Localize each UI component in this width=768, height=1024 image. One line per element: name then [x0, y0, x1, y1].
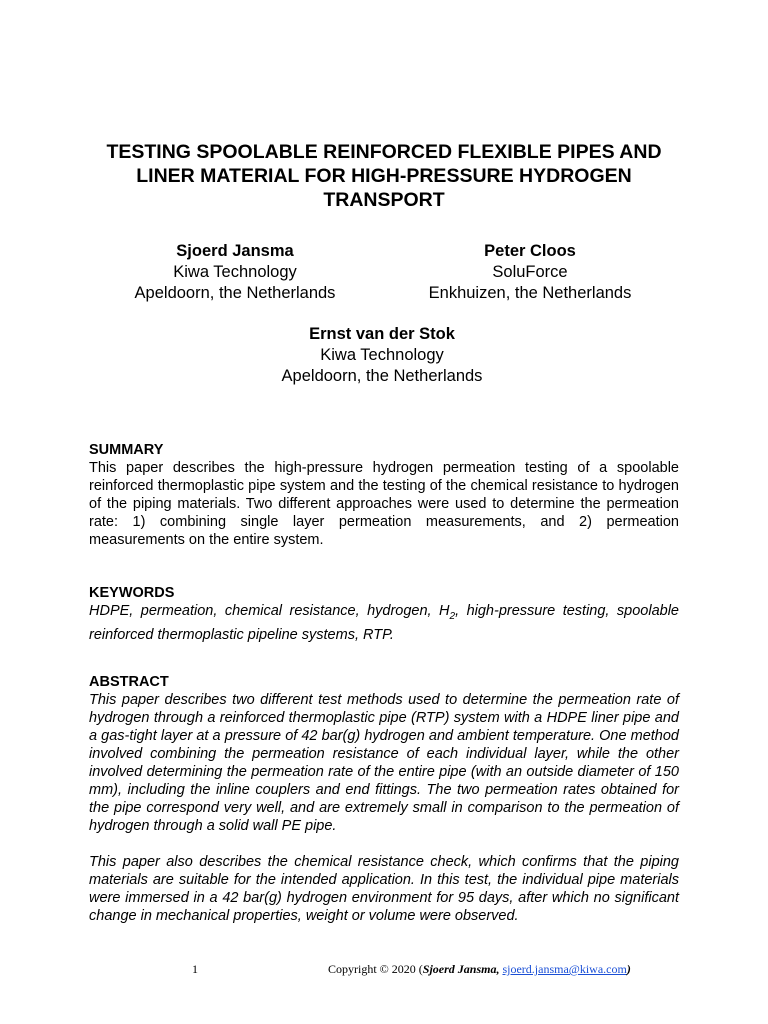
author-location: Apeldoorn, the Netherlands: [134, 284, 336, 302]
author-affiliation: Kiwa Technology: [173, 263, 297, 281]
summary-section: [89, 441, 679, 549]
title-line: TESTING SPOOLABLE REINFORCED FLEXIBLE PIPES AND: [106, 141, 662, 163]
keywords-text: [89, 602, 679, 644]
summary-heading: SUMMARY: [89, 442, 164, 458]
author-location: Enkhuizen, the Netherlands: [428, 284, 632, 302]
author-block: [115, 241, 355, 304]
keywords-subscript: 2: [449, 610, 456, 622]
author-email-link[interactable]: sjoerd.jansma@kiwa.com: [502, 962, 627, 976]
abstract-section: [89, 673, 679, 925]
author-name: Sjoerd Jansma: [176, 242, 294, 260]
copyright-author: Sjoerd Jansma,: [422, 962, 500, 976]
author-name: Ernst van der Stok: [309, 325, 455, 343]
page-number: 1: [192, 962, 198, 976]
paper-title: [60, 140, 708, 212]
author-block: [410, 241, 650, 304]
summary-text: This paper describes the high-pressure hydrogen permeation testing of a spoolable reinforced thermoplastic pipe system and the testing of the chemical resistance to hydrogen of the piping materials. Two different approaches were used to determine the permeation rate: 1) combining single layer permeation measurements, and 2) permeation measurements on the entire system.: [89, 460, 679, 548]
copyright-notice: [328, 962, 631, 977]
keywords-text-end: , high-pressure testing, spoolable reinforced thermoplastic pipeline systems, RTP.: [89, 603, 679, 643]
author-affiliation: Kiwa Technology: [320, 346, 444, 364]
keywords-text-start: HDPE, permeation, chemical resistance, hydrogen, H: [89, 603, 450, 619]
author-name: Peter Cloos: [484, 242, 576, 260]
copyright-suffix: ): [626, 962, 631, 976]
keywords-heading: KEYWORDS: [89, 585, 175, 601]
author-block: [232, 324, 532, 387]
title-line: TRANSPORT: [323, 189, 445, 211]
title-line: LINER MATERIAL FOR HIGH-PRESSURE HYDROGEN: [136, 165, 632, 187]
abstract-paragraph: This paper describes two different test methods used to determine the permeation rate of hydrogen through a reinforced thermoplastic pipe (RTP) system with a HDPE liner pipe and a gas-tight layer at a pressure of 42 bar(g) hydrogen and ambient temperature. One method involved combining the permeation resistance of each individual layer, while the other involved determining the permeation rate of the entire pipe (with an outside diameter of 150 mm), including the inline couplers and end fittings. The two permeation rates obtained for the pipe correspond very well, and are extremely small in comparison to the permeation of hydrogen through a solid wall PE pipe.: [89, 692, 679, 834]
author-affiliation: SoluForce: [492, 263, 568, 281]
abstract-heading: ABSTRACT: [89, 674, 169, 690]
copyright-prefix: Copyright © 2020 (: [328, 962, 423, 976]
keywords-section: [89, 584, 679, 644]
author-location: Apeldoorn, the Netherlands: [281, 367, 483, 385]
abstract-paragraph: This paper also describes the chemical resistance check, which confirms that the piping materials are suitable for the intended application. In this test, the individual pipe materials were immersed in a 42 bar(g) hydrogen environment for 95 days, after which no significant change in mechanical properties, weight or volume were observed.: [89, 854, 679, 924]
